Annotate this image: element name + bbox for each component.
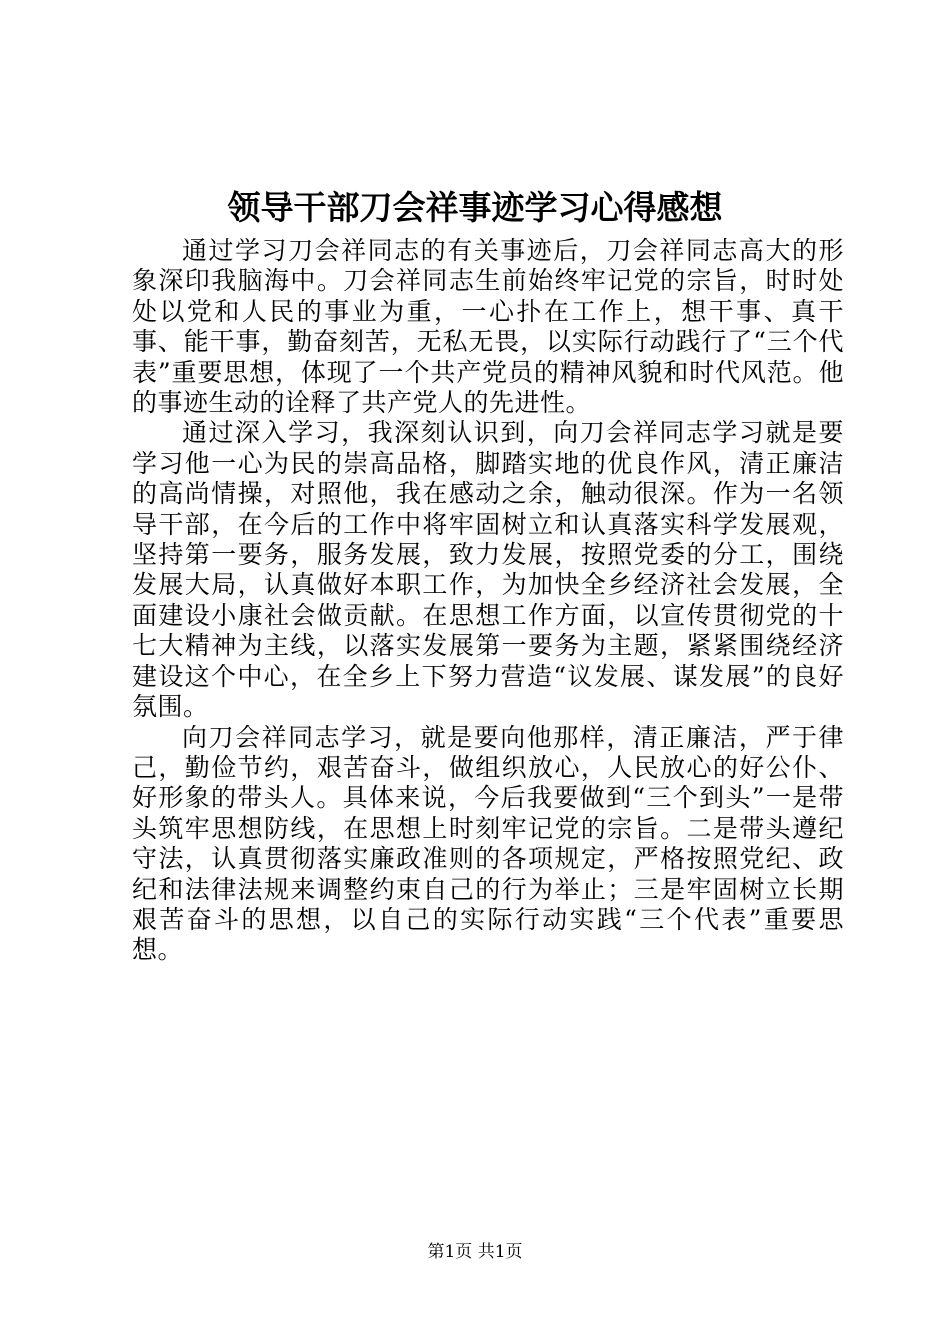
paragraph-3: 向刀会祥同志学习，就是要向他那样，清正廉洁，严于律己，勤俭节约，艰苦奋斗，做组织放心，人民放心的好公仆、好形象的带头人。具体来说，今后我要做到“三个到头”一是带头筑牢思想防线，在思想上时刻牢记党的宗旨。二是带头遵纪守法，认真贯彻落实廉政准则的各项规定，严格按照党纪、政纪和法律法规来调整约束自己的行为举止；三是牢固树立长期艰苦奋斗的思想，以自己的实际行动实践“三个代表”重要思想。 xyxy=(132,722,844,965)
paragraph-2: 通过深入学习，我深刻认识到，向刀会祥同志学习就是要学习他一心为民的崇高品格，脚踏实地的优良作风，清正廉洁的高尚情操，对照他，我在感动之余，触动很深。作为一名领导干部，在今后的工作中将牢固树立和认真落实科学发展观，坚持第一要务，服务发展，致力发展，按照党委的分工，围绕发展大局，认真做好本职工作，为加快全乡经济社会发展，全面建设小康社会做贡献。在思想工作方面，以宣传贯彻党的十七大精神为主线，以落实发展第一要务为主题，紧紧围绕经济建设这个中心，在全乡上下努力营造“议发展、谋发展”的良好氛围。 xyxy=(132,418,844,722)
document-title: 领导干部刀会祥事迹学习心得感想 xyxy=(227,188,723,227)
document-body xyxy=(132,236,844,966)
paragraph-1: 通过学习刀会祥同志的有关事迹后，刀会祥同志高大的形象深印我脑海中。刀会祥同志生前始终牢记党的宗旨，时时处处以党和人民的事业为重，一心扑在工作上，想干事、真干事、能干事，勤奋刻苦，无私无畏，以实际行动践行了“三个代表”重要思想，体现了一个共产党员的精神风貌和时代风范。他的事迹生动的诠释了共产党人的先进性。 xyxy=(132,236,844,418)
page-number-footer: 第1页 共1页 xyxy=(427,1242,523,1262)
